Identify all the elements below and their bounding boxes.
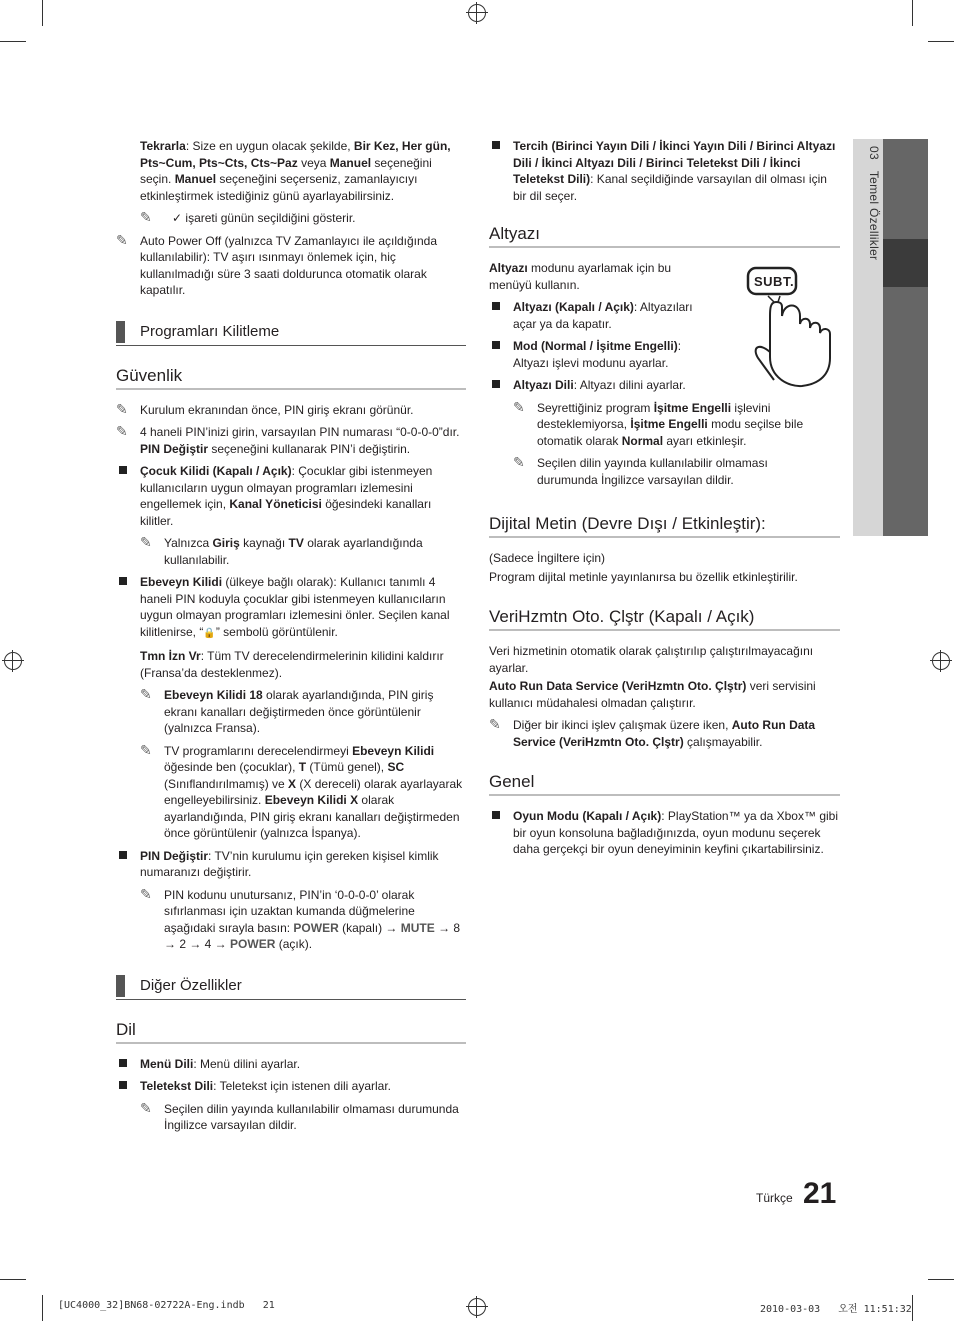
altyazi-note-2: ✎ Seçilen dilin yayında kullanılabilir olmaması durumunda İngilizce varsayılan dildir. — [513, 454, 768, 487]
altyazi-kapali-acik-item: Altyazı (Kapalı / Açık): Altyazıları açar ya da kapatır. — [489, 299, 699, 332]
pin-reset-note: ✎ PIN kodunu unutursanız, PIN’in ‘0-0-0-0’ olarak sıfırlanması için uzaktan kumanda düğmelerine aşağıdaki sırayla basın: POWER (kapalı) → MUTE → 8 → 2 → 4 → POWER (açık). — [140, 885, 461, 951]
pin-note: ✎ 4 haneli PIN’inizi girin, varsayılan PIN numarası “0-0-0-0”dır. PIN Değiştir seçeneğini kullanarak PIN’i değiştirin. — [116, 423, 460, 456]
crop-mark — [0, 1279, 26, 1280]
lock-icon: 🔒 — [203, 627, 216, 639]
dil-note: ✎ Seçilen dilin yayında kullanılabilir olmaması durumunda İngilizce varsayılan dildir. — [140, 1099, 459, 1132]
page-number: 21 — [803, 1177, 837, 1210]
mod-item: Mod (Normal / İşitme Engelli): Altyazı işlevi modunu ayarlar. — [489, 338, 699, 371]
heading-dijital-metin: Dijital Metin (Devre Dışı / Etkinleştir): — [489, 514, 840, 538]
heading-dil: Dil — [116, 1020, 466, 1044]
crop-mark — [928, 41, 954, 42]
note-icon: ✎ — [513, 398, 525, 415]
cocuk-kilidi-item: Çocuk Kilidi (Kapalı / Açık): Çocuklar gibi istenmeyen kullanıcıların uygun olmayan programları izlemesini engellemek için, Kanal Yöneticisi öğesindeki kanalları kilitler. — [116, 463, 466, 529]
menu-dili-item: Menü Dili: Menü dilini ayarlar. — [116, 1056, 466, 1073]
check-icon: ✓ — [172, 211, 183, 225]
ebeveyn-note-1: ✎ Ebeveyn Kilidi 18 olarak ayarlandığında, PIN giriş ekranı kanalları değiştirmeden önce görüntülenir (yalnızca Fransa). — [140, 686, 434, 735]
section-programlari-kilitleme: Programları Kilitleme — [116, 321, 466, 346]
file-info: [UC4000_32]BN68-02722A-Eng.indb 21 — [58, 1300, 275, 1311]
teletekst-dili-item: Teletekst Dili: Teletekst için istenen dili ayarlar. — [116, 1078, 466, 1095]
cocuk-note: ✎ Yalnızca Giriş kaynağı TV olarak ayarlandığında kullanılabilir. — [140, 534, 423, 567]
subt-button-label: SUBT. — [754, 274, 795, 289]
crop-mark — [42, 1295, 43, 1321]
dijital-p2: Program dijital metinle yayınlanırsa bu özellik etkinleştirilir. — [489, 569, 798, 584]
auto-power-note: ✎ Auto Power Off (yalnızca TV Zamanlayıcı ile açıldığında kullanılabilir): TV aşırı ısınmayı önlemek için, hiç kullanılmadığı süre 3 saati doldurunca otomatik olarak kapatılır. — [116, 231, 438, 297]
section-diger-ozellikler: Diğer Özellikler — [116, 975, 466, 1000]
heading-genel: Genel — [489, 772, 840, 796]
note-icon: ✎ — [140, 209, 152, 225]
note-icon: ✎ — [116, 423, 128, 439]
left-column — [116, 138, 466, 1140]
crop-mark — [928, 1279, 954, 1280]
ebeveyn-kilidi-item: Ebeveyn Kilidi (ülkeye bağlı olarak): Kullanıcı tanımlı 4 haneli PIN koduyla çocuklar gibi istenmeyen kullanıcıların uygun olmayan programları izlemesini önler. Seçilen kanal kilitlenirse, “🔒” sembolü görüntülenir. — [116, 574, 466, 642]
note-icon: ✎ — [489, 716, 501, 732]
crop-mark — [42, 0, 43, 26]
registration-mark-icon — [932, 652, 950, 670]
tercih-item: Tercih (Birinci Yayın Dili / İkinci Yayın Dili / Birinci Altyazı Dili / İkinci Altyazı Dili / Birinci Teletekst Dili / İkinci Teletekst Dili): Kanal seçildiğinde varsayılan dil olması için bir dil seçer. — [489, 138, 840, 204]
note-icon: ✎ — [140, 1099, 152, 1116]
ebeveyn-note-2: ✎ TV programlarını derecelendirmeyi Ebeveyn Kilidi öğesinde ben (çocuklar), T (Tümü genel), SC (Sınıflandırılmamış) ve X (X dereceli) olarak ayarlayarak engelleyebilirsiniz. Ebeveyn Kilidi X olarak ayarlandığında, PIN giriş ekranı kanalları değiştirmeden önce görüntülenir (yalnızca İspanya). — [140, 741, 463, 840]
heading-verihzmtn: VeriHzmtn Oto. Çlştr (Kapalı / Açık) — [489, 607, 840, 631]
dijital-p1: (Sadece İngiltere için) — [489, 551, 606, 565]
note-icon: ✎ — [513, 454, 525, 470]
altyazi-dili-item: Altyazı Dili: Altyazı dilini ayarlar. — [489, 377, 699, 394]
note-icon: ✎ — [140, 885, 152, 902]
sidebar-chapter: 03 Temel Özellikler — [867, 146, 881, 261]
note-icon: ✎ — [116, 400, 128, 417]
altyazi-note-1: ✎ Seyrettiğiniz program İşitme Engelli işlevini desteklemiyorsa, İşitme Engelli modu seçilse bile otomatik olarak Normal ayarı etkinleşir. — [513, 398, 804, 448]
sidebar-tab-marker — [883, 239, 928, 287]
crop-mark — [0, 41, 26, 42]
registration-mark-icon — [468, 4, 486, 22]
heading-guvenlik: Güvenlik — [116, 366, 466, 390]
note-icon: ✎ — [140, 741, 152, 758]
page-language: Türkçe — [756, 1191, 793, 1205]
crop-mark — [912, 0, 913, 26]
kurulum-note: ✎ Kurulum ekranından önce, PIN giriş ekranı görünür. — [116, 400, 414, 417]
tmn-izn-vr-paragraph: Tmn İzn Vr: Tüm TV derecelendirmelerinin kilidini kaldırır (Fransa’da desteklenmez). — [140, 649, 444, 680]
crop-mark — [912, 1295, 913, 1321]
right-column — [489, 138, 840, 864]
veri-p2: Auto Run Data Service (VeriHzmtn Oto. Çlştr) veri servisini kullanıcı müdahalesi olmadan çalıştırır. — [489, 679, 816, 710]
subt-remote-illustration — [740, 262, 840, 392]
check-note: ✎ ✓ işareti günün seçildiğini gösterir. — [140, 209, 356, 225]
registration-mark-icon — [4, 652, 22, 670]
note-icon: ✎ — [140, 534, 152, 550]
oyun-modu-item: Oyun Modu (Kapalı / Açık): PlayStation™ ya da Xbox™ gibi bir oyun konsoluna bağladığınızda, oyun modunu seçerek daha gerçekçi bir oyun deneyiminin keyfini çıkartabilirsiniz. — [489, 808, 840, 858]
tekrarla-paragraph: Tekrarla: Size en uygun olacak şekilde, Bir Kez, Her gün, Pts~Cum, Pts~Cts, Cts~Paz veya Manuel seçeneğini seçin. Manuel seçeneğini seçerseniz, zamanlayıcıyı etkinleştirmek istediğiniz günü ayarlayabilirsiniz. — [140, 139, 451, 203]
pin-degistir-item: PIN Değiştir: TV’nin kurulumu için gereken kişisel kimlik numaranızı değiştirir. — [116, 848, 466, 881]
veri-p1: Veri hizmetinin otomatik olarak çalıştırılıp çalıştırılmayacağını ayarlar. — [489, 644, 814, 675]
heading-altyazi: Altyazı — [489, 224, 840, 248]
note-icon: ✎ — [140, 686, 152, 702]
veri-note: ✎ Diğer bir ikinci işlev çalışmak üzere iken, Auto Run Data Service (VeriHzmtn Oto. Çlştr) çalışmayabilir. — [489, 716, 816, 749]
print-timestamp: 2010-03-03 오전 11:51:32 — [760, 1304, 912, 1315]
sidebar-tab-dark — [883, 139, 928, 536]
note-icon: ✎ — [116, 231, 128, 248]
altyazi-intro: Altyazı modunu ayarlamak için bu menüyü kullanın. — [489, 261, 672, 292]
registration-mark-icon — [468, 1298, 486, 1316]
